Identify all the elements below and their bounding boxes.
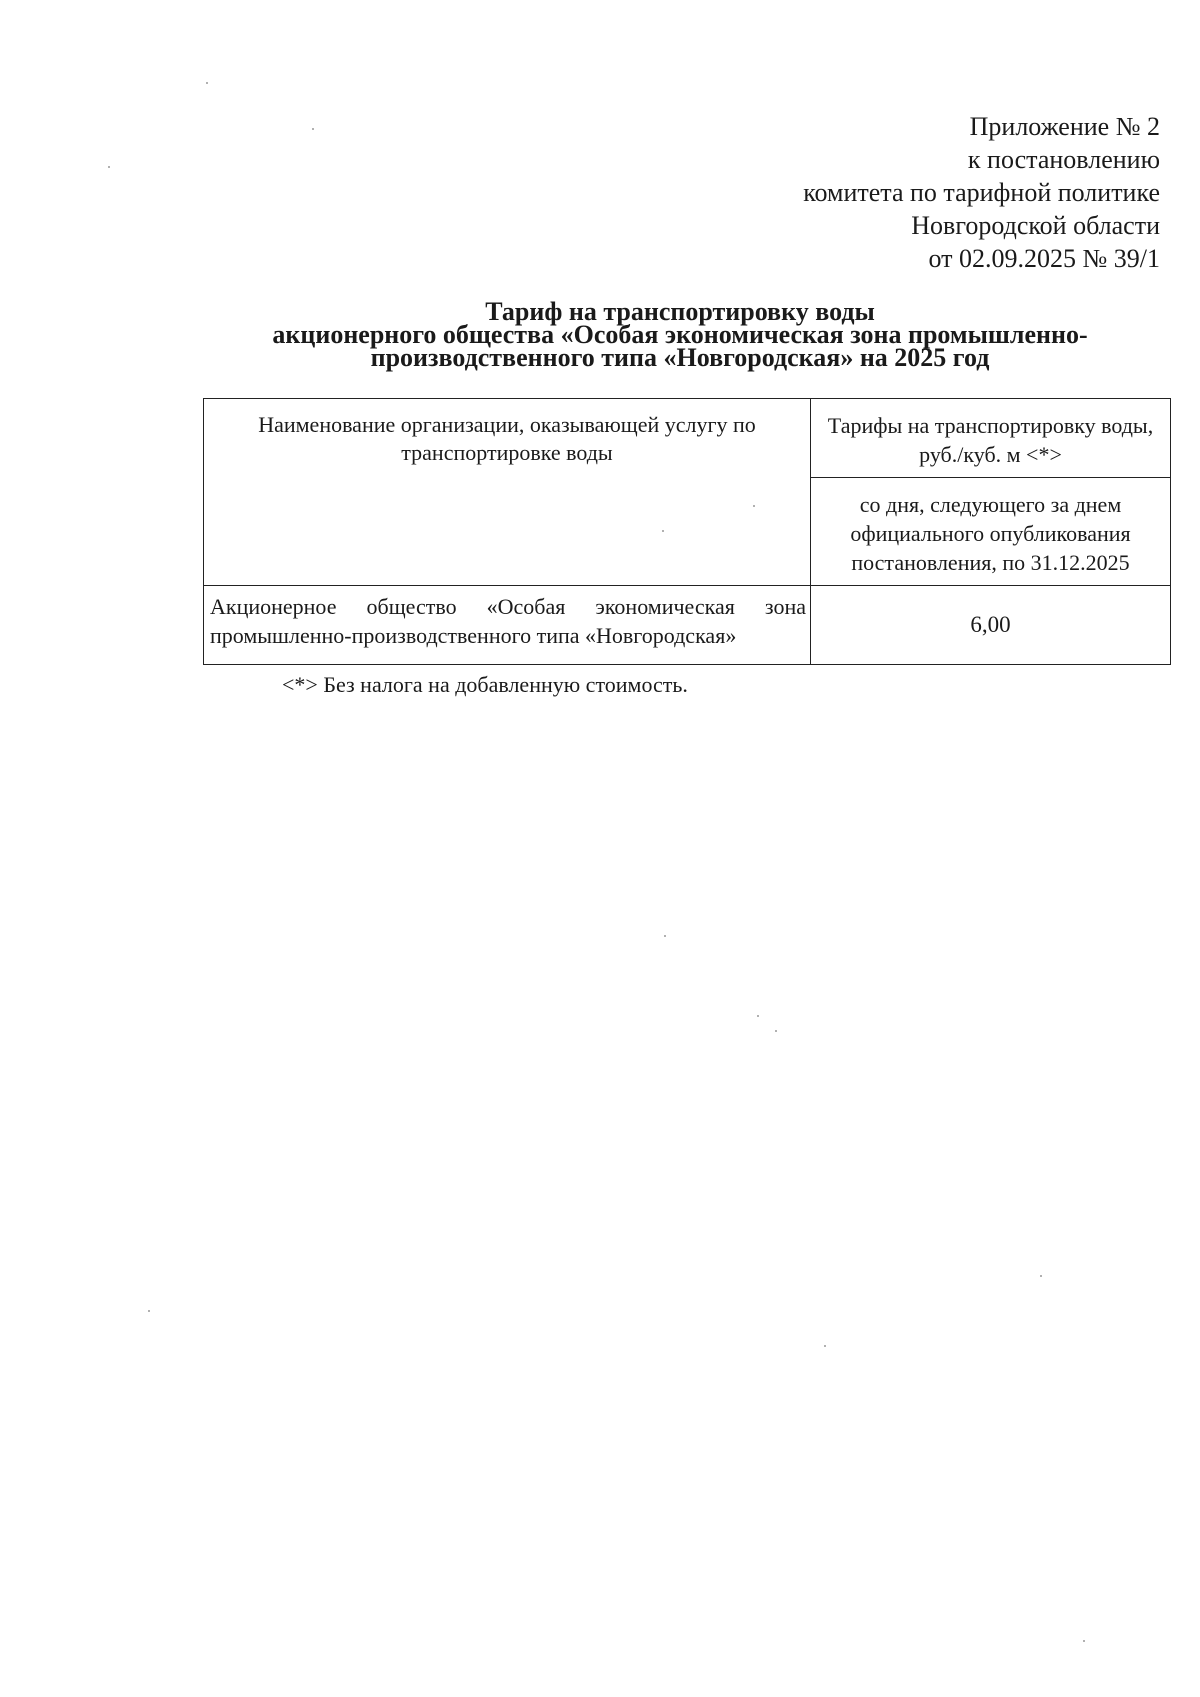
scan-speck <box>108 166 110 168</box>
tariff-value-cell: 6,00 <box>811 586 1171 665</box>
title-line-1: Тариф на транспортировку воды <box>485 297 875 326</box>
scan-speck <box>664 935 666 937</box>
tariff-table <box>203 398 1171 665</box>
footnote: <*> Без налога на добавленную стоимость. <box>282 672 688 697</box>
appendix-committee: комитета по тарифной политике <box>803 178 1160 207</box>
document-title <box>200 297 1160 372</box>
scan-speck <box>148 1310 150 1312</box>
org-name-cell <box>204 586 811 665</box>
appendix-date: от 02.09.2025 № 39/1 <box>928 244 1160 273</box>
appendix-number: Приложение № 2 <box>969 112 1160 141</box>
scan-speck <box>757 1015 759 1017</box>
header-org-name: Наименование организации, оказывающей услугу по транспортировке воды <box>204 399 811 586</box>
header-tariff: Тарифы на транспортировку воды, руб./куб. м <*> <box>811 399 1171 478</box>
appendix-ref: к постановлению <box>967 145 1160 174</box>
scan-speck <box>312 128 314 130</box>
scan-speck <box>1040 1275 1042 1277</box>
scan-speck <box>1083 1640 1085 1642</box>
title-line-3: производственного типа «Новгородская» на 2025 год <box>370 343 990 372</box>
scan-speck <box>753 505 755 507</box>
scan-speck <box>775 1030 777 1032</box>
table-header-row <box>204 399 1171 478</box>
appendix-block <box>803 110 1160 275</box>
scan-speck <box>662 530 664 532</box>
appendix-region: Новгородской области <box>911 211 1160 240</box>
title-line-2: акционерного общества «Особая экономическая зона промышленно- <box>272 320 1088 349</box>
org-name-line-1: Акционерное общество «Особая экономическая зона <box>210 594 806 619</box>
header-period: со дня, следующего за днем официального опубликования постановления, по 31.12.2025 <box>811 478 1171 586</box>
table-row <box>204 586 1171 665</box>
scan-speck <box>206 82 208 84</box>
org-name-line-2: промышленно-производственного типа «Новгородская» <box>210 623 737 648</box>
scan-speck <box>824 1345 826 1347</box>
